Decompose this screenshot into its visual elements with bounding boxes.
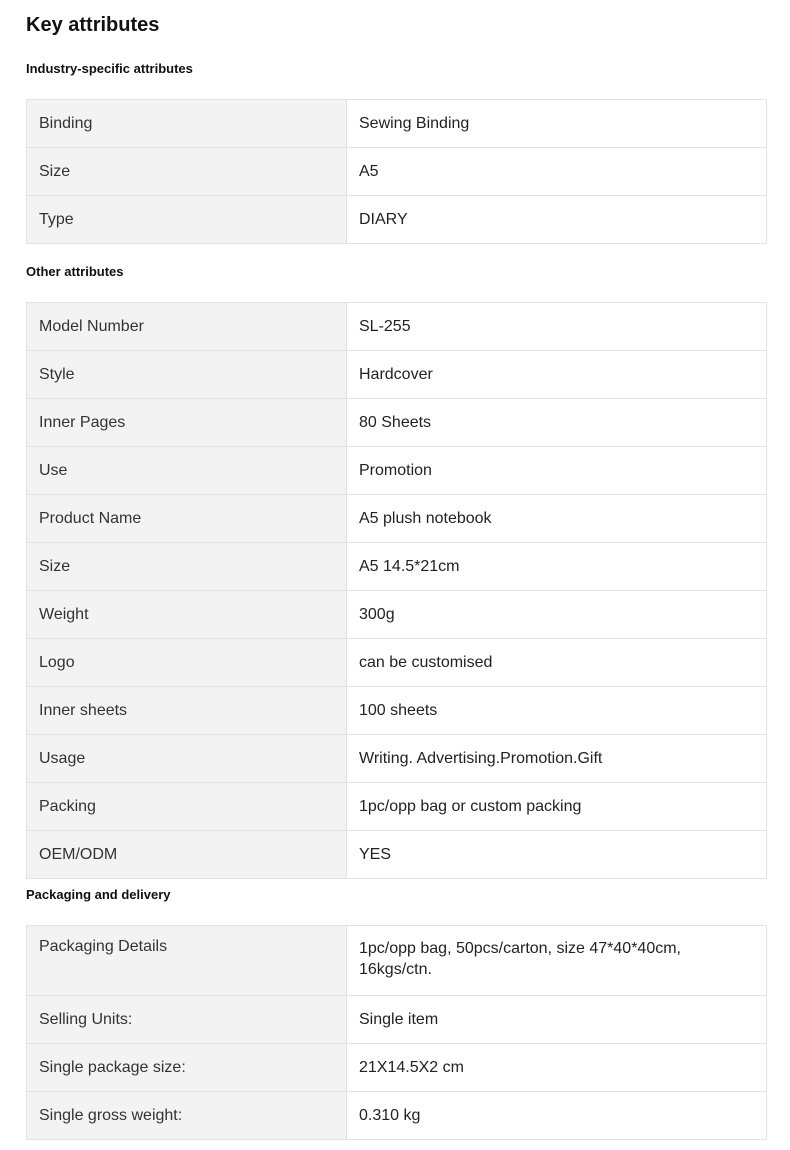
attribute-name: Packaging Details xyxy=(27,926,347,995)
attribute-value: Writing. Advertising.Promotion.Gift xyxy=(359,750,603,767)
attribute-value: 100 sheets xyxy=(359,702,438,719)
attribute-value: 1pc/opp bag or custom packing xyxy=(359,798,582,815)
attribute-name: Usage xyxy=(27,735,347,782)
attribute-value: can be customised xyxy=(359,654,493,671)
attribute-name: Logo xyxy=(27,639,347,686)
attribute-name: Selling Units: xyxy=(27,996,347,1043)
attribute-value: DIARY xyxy=(359,211,408,228)
table-row xyxy=(27,195,766,243)
table-row xyxy=(27,686,766,734)
attribute-name: Style xyxy=(27,351,347,398)
table-row xyxy=(27,494,766,542)
table-row xyxy=(27,303,766,350)
other-attributes-table xyxy=(26,302,767,879)
attribute-name: Weight xyxy=(27,591,347,638)
attribute-name: OEM/ODM xyxy=(27,831,347,878)
attribute-value: SL-255 xyxy=(359,318,411,335)
attribute-value: A5 14.5*21cm xyxy=(359,558,460,575)
attribute-value: A5 plush notebook xyxy=(359,510,492,527)
table-row xyxy=(27,398,766,446)
attribute-name: Single gross weight: xyxy=(27,1092,347,1139)
attribute-name: Use xyxy=(27,447,347,494)
table-row xyxy=(27,638,766,686)
packaging-delivery-table xyxy=(26,925,767,1140)
table-row xyxy=(27,926,766,995)
attribute-name: Size xyxy=(27,543,347,590)
table-row xyxy=(27,830,766,878)
attribute-value: Hardcover xyxy=(359,366,433,383)
table-row xyxy=(27,350,766,398)
attribute-name: Type xyxy=(27,196,347,243)
attribute-name: Single package size: xyxy=(27,1044,347,1091)
attribute-name: Binding xyxy=(27,100,347,147)
attribute-value: 300g xyxy=(359,606,395,623)
section-title-other-attributes: Other attributes xyxy=(26,264,124,279)
page-title: Key attributes xyxy=(26,14,160,36)
table-row xyxy=(27,995,766,1043)
table-row xyxy=(27,1091,766,1139)
attribute-value: YES xyxy=(359,846,392,863)
attribute-name: Model Number xyxy=(27,303,347,350)
attribute-name: Size xyxy=(27,148,347,195)
attribute-value: Sewing Binding xyxy=(359,115,470,132)
attribute-name: Inner sheets xyxy=(27,687,347,734)
attribute-value: A5 xyxy=(359,163,379,180)
section-title-packaging-delivery: Packaging and delivery xyxy=(26,887,171,902)
table-row xyxy=(27,446,766,494)
attribute-value: 0.310 kg xyxy=(359,1107,421,1124)
attribute-name: Product Name xyxy=(27,495,347,542)
table-row xyxy=(27,590,766,638)
attribute-value: Single item xyxy=(359,1011,439,1028)
table-row xyxy=(27,100,766,147)
attribute-value: 1pc/opp bag, 50pcs/carton, size 47*40*40cm, 16kgs/ctn. xyxy=(359,940,681,978)
table-row xyxy=(27,734,766,782)
table-row xyxy=(27,542,766,590)
table-row xyxy=(27,782,766,830)
industry-attributes-table xyxy=(26,99,767,244)
table-row xyxy=(27,147,766,195)
section-title-industry-specific: Industry-specific attributes xyxy=(26,61,193,76)
attribute-value: 21X14.5X2 cm xyxy=(359,1059,464,1076)
attribute-value: Promotion xyxy=(359,462,432,479)
attribute-value: 80 Sheets xyxy=(359,414,432,431)
table-row xyxy=(27,1043,766,1091)
attribute-name: Packing xyxy=(27,783,347,830)
attribute-name: Inner Pages xyxy=(27,399,347,446)
